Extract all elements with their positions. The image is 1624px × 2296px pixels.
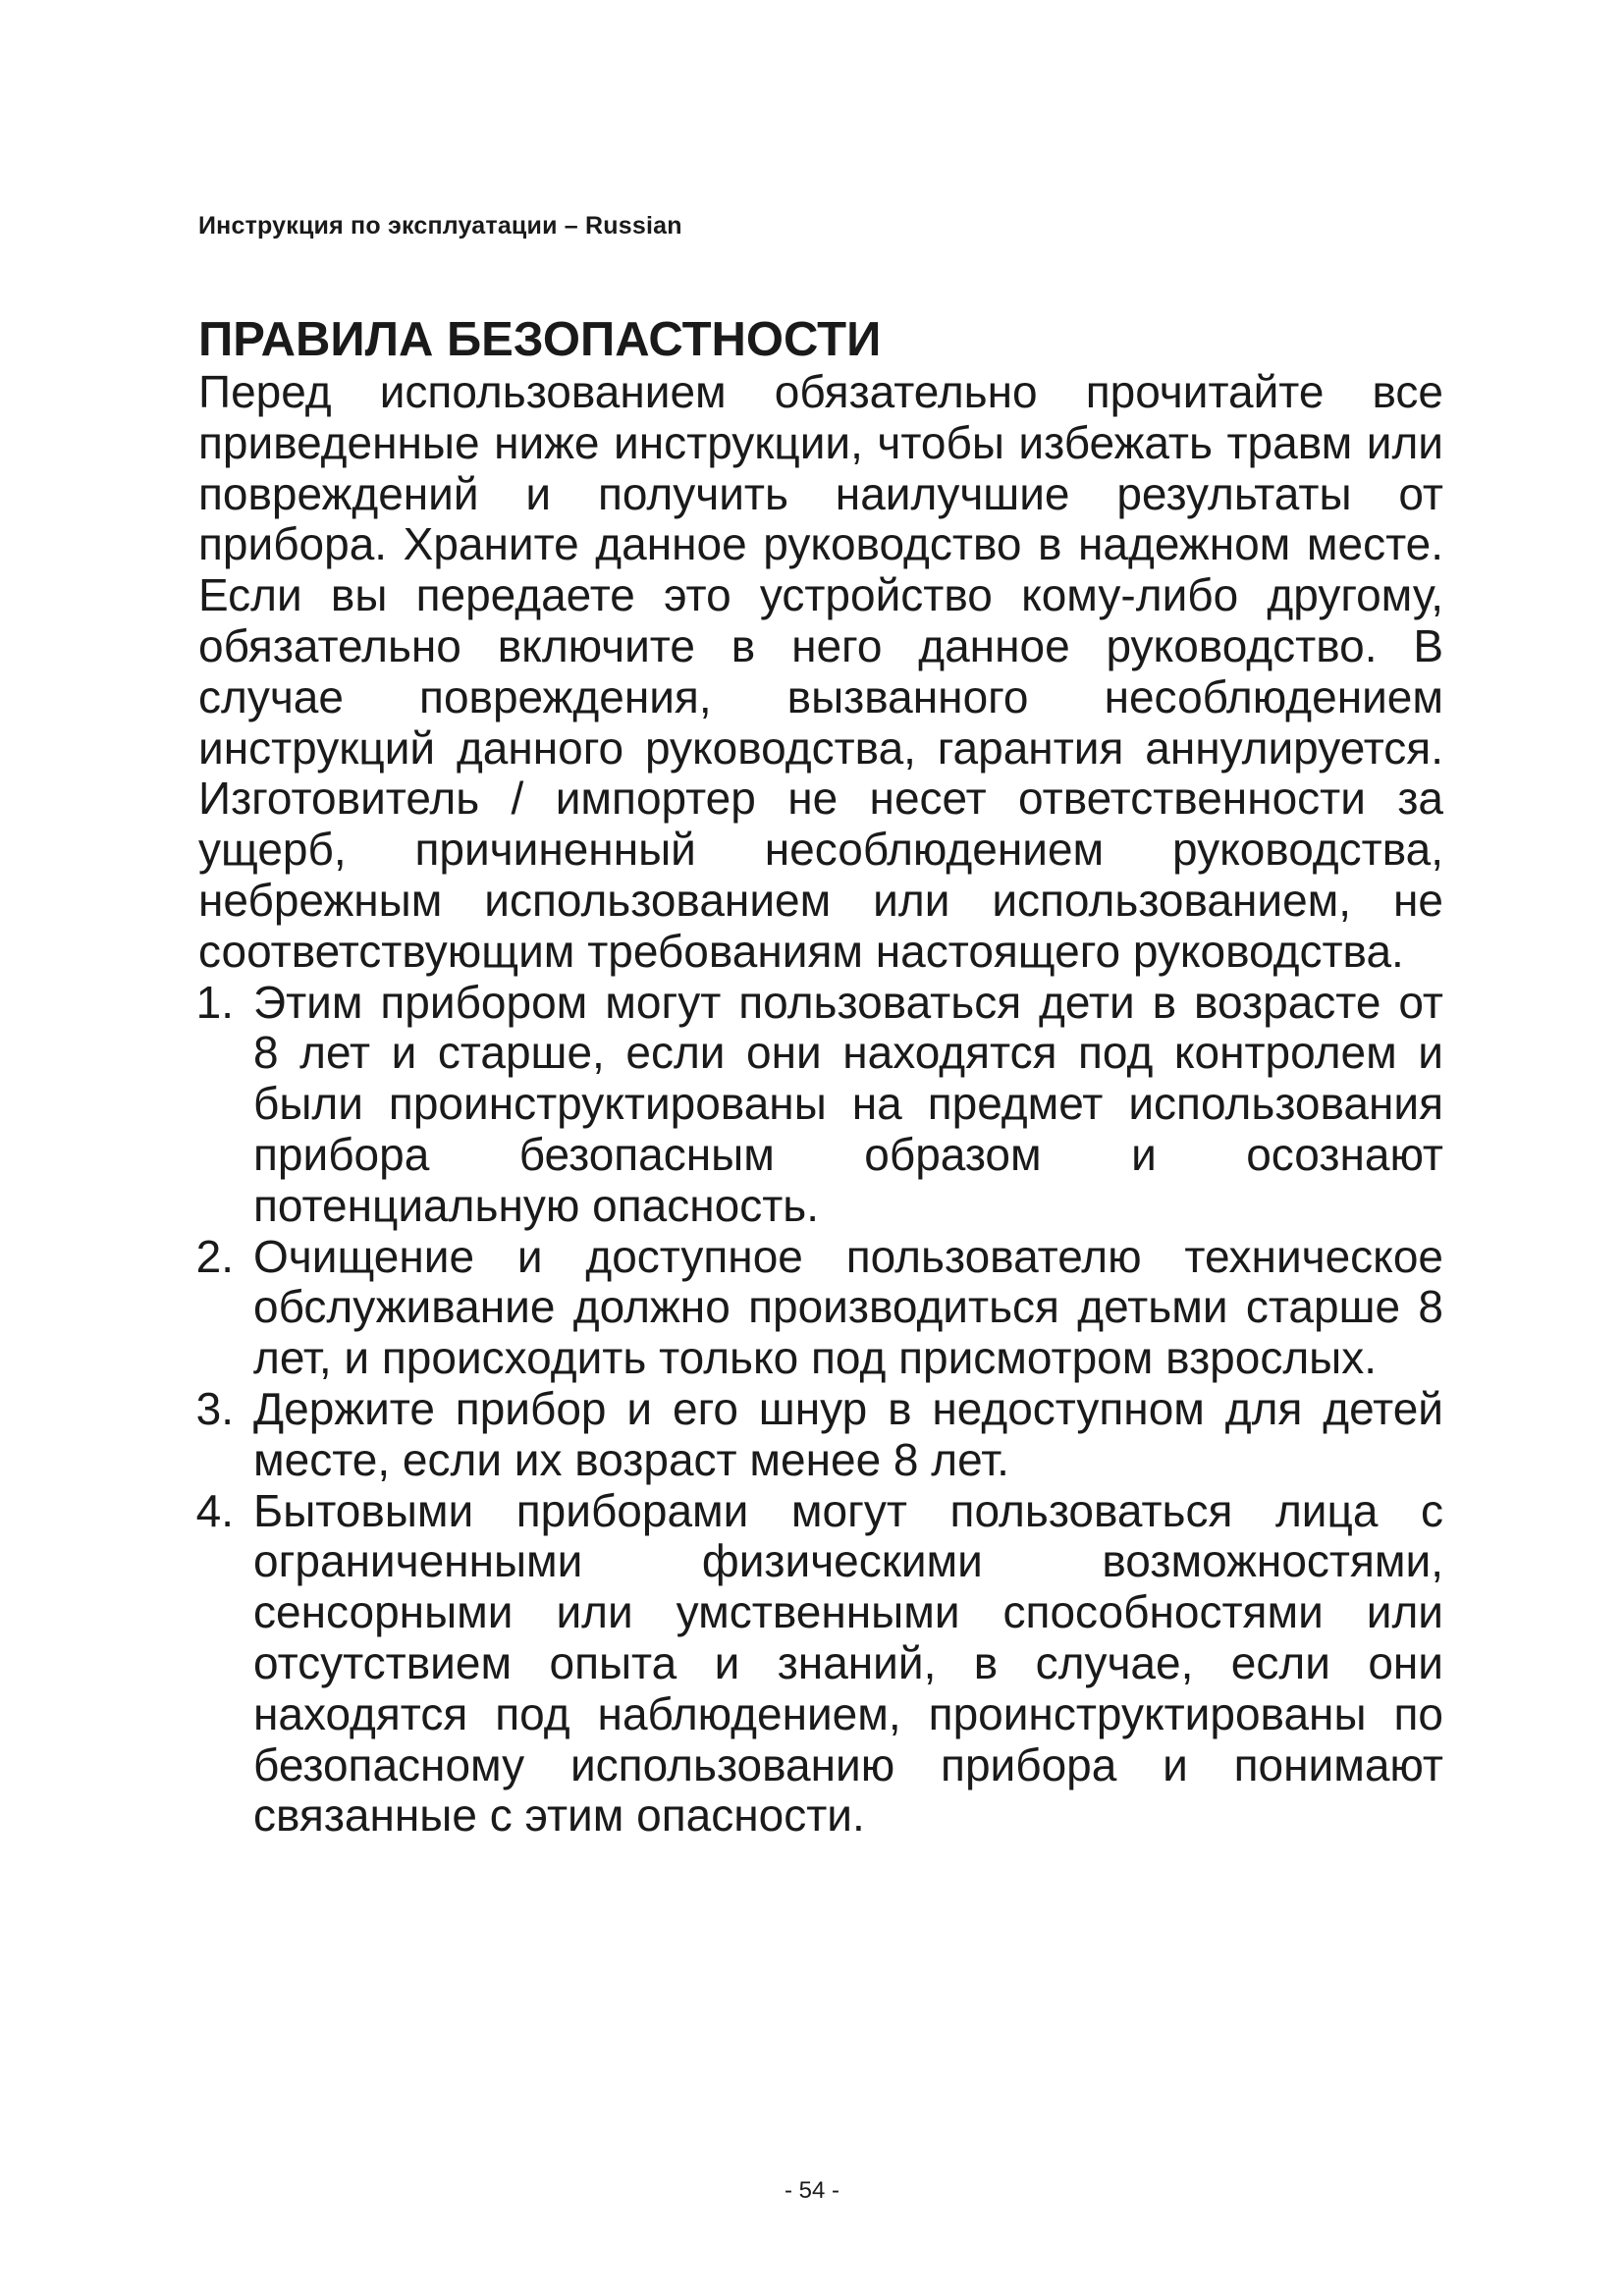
safety-section (195, 312, 1443, 1842)
running-header: Инструкция по эксплуатации – Russian (198, 212, 682, 240)
list-item (195, 976, 1443, 1232)
list-item (195, 1382, 1443, 1486)
list-item-text: Бытовыми приборами могут пользоваться лица с ограниченными физическими возможностями, сенсорными или умственными способностями или отсутствием опыта и знаний, в случае, если они находятся под наблюдением, проинструктированы по безопасному использованию прибора и понимают связанные с этим опасности. (253, 1484, 1443, 1842)
list-item-text: Очищение и доступное пользователю техническое обслуживание должно производиться детьми старше 8 лет, и происходить только под присмотром взрослых. (253, 1230, 1443, 1384)
safety-rules-list (195, 976, 1443, 1842)
page-number: - 54 - (784, 2177, 839, 2204)
list-item-text: Этим прибором могут пользоваться дети в возрасте от 8 лет и старше, если они находятся под контролем и были проинструктированы на предмет использования прибора безопасным образом и осознают потенциальную опасность. (253, 976, 1443, 1231)
list-item (195, 1484, 1443, 1842)
section-title: ПРАВИЛА БЕЗОПАСТНОСТИ (198, 313, 882, 366)
list-item-number: 4. (195, 1484, 234, 1536)
list-item-number: 3. (195, 1382, 234, 1434)
intro-paragraph: Перед использованием обязательно прочитайте все приведенные ниже инструкции, чтобы избежать травм или повреждений и получить наилучшие результаты от прибора. Храните данное руководство в надежном месте. Если вы передаете это устройство кому-либо другому, обязательно включите в него данное руководство. В случае повреждения, вызванного несоблюдением инструкций данного руководства, гарантия аннулируется. Изготовитель / импортер не несет ответственности за ущерб, причиненный несоблюдением руководства, небрежным использованием или использованием, не соответствующим требованиям настоящего руководства. (198, 366, 1443, 977)
list-item-number: 1. (195, 976, 234, 1028)
list-item-text: Держите прибор и его шнур в недоступном для детей месте, если их возраст менее 8 лет. (253, 1382, 1443, 1485)
list-item-number: 2. (195, 1230, 234, 1282)
list-item (195, 1230, 1443, 1384)
